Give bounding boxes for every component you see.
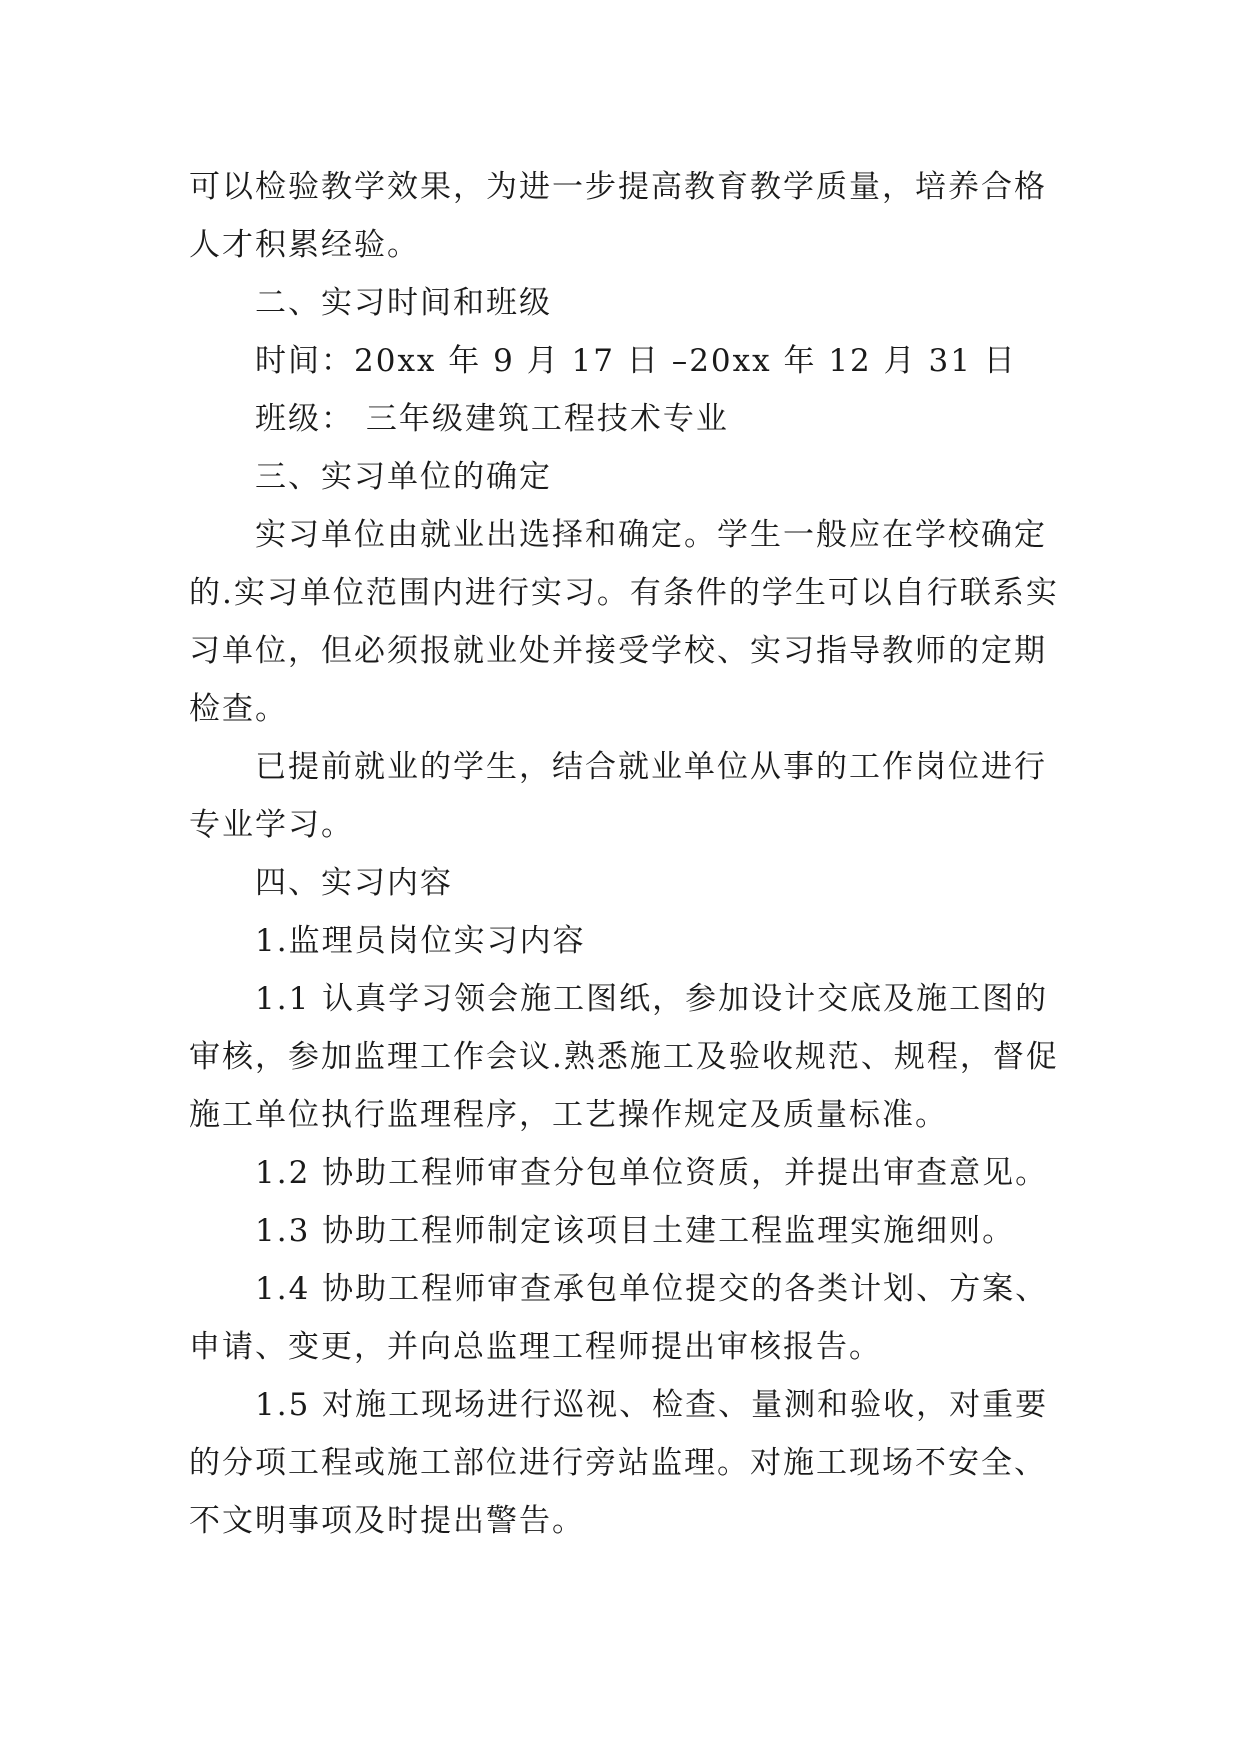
list-item-1-1: 1.1 认真学习领会施工图纸，参加设计交底及施工图的审核，参加监理工作会议.熟悉施工及验收规范、规程，督促施工单位执行监理程序，工艺操作规定及质量标准。 — [189, 981, 1059, 1133]
list-item-1-3: 1.3 协助工程师制定该项目土建工程监理实施细则。 — [255, 1213, 1016, 1249]
list-item-1-4: 1.4 协助工程师审查承包单位提交的各类计划、方案、申请、变更，并向总监理工程师提出审核报告。 — [189, 1271, 1049, 1365]
paragraph-intro-continuation: 可以检验教学效果，为进一步提高教育教学质量，培养合格人才积累经验。 — [189, 169, 1047, 263]
paragraph-unit-selection: 实习单位由就业出选择和确定。学生一般应在学校确定的.实习单位范围内进行实习。有条件的学生可以自行联系实习单位，但必须报就业处并接受学校、实习指导教师的定期检查。 — [189, 517, 1059, 727]
heading-internship-unit: 三、实习单位的确定 — [255, 459, 552, 495]
list-item-1-5: 1.5 对施工现场进行巡视、检查、量测和验收，对重要的分项工程或施工部位进行旁站监理。对施工现场不安全、不文明事项及时提出警告。 — [189, 1387, 1049, 1539]
heading-internship-time-and-class: 二、实习时间和班级 — [255, 285, 552, 321]
subheading-supervisor-role: 1.监理员岗位实习内容 — [255, 923, 586, 959]
list-item-1-2: 1.2 协助工程师审查分包单位资质，并提出审查意见。 — [255, 1155, 1049, 1191]
paragraph-time: 时间：20xx 年 9 月 17 日 –20xx 年 12 月 31 日 — [255, 343, 1017, 379]
document-body — [189, 158, 1069, 1550]
paragraph-class: 班级： 三年级建筑工程技术专业 — [255, 401, 729, 437]
paragraph-early-employment: 已提前就业的学生，结合就业单位从事的工作岗位进行专业学习。 — [189, 749, 1047, 843]
heading-internship-content: 四、实习内容 — [255, 865, 453, 901]
